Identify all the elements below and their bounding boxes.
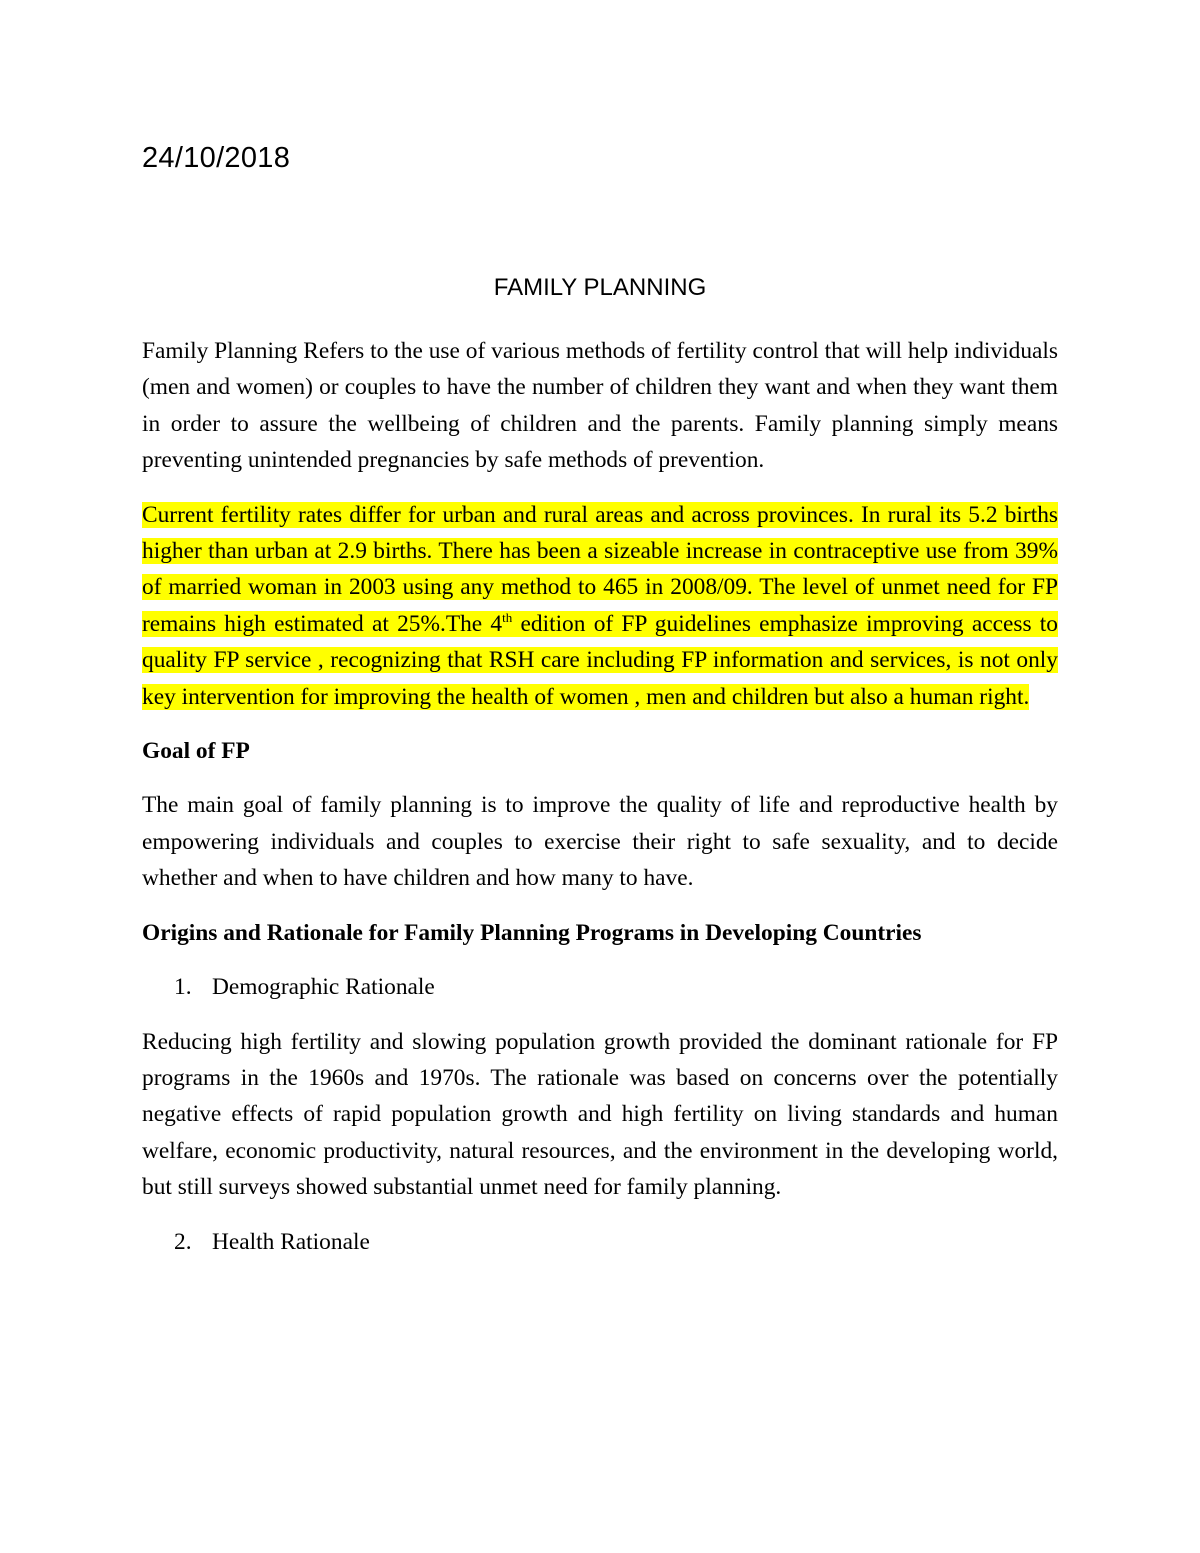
highlighted-text-part1: Current fertility rates differ for urban and rural areas and across provinces. In rural its 5.2 births higher than urban at 2.9 births. There has been a sizeable increase in contraceptive use from 39% of married woman in 2003 using any method to 465 in 2008/09. The level of unmet need for FP remains high estimated at 25%.The 4 (142, 501, 1058, 637)
goal-heading: Goal of FP (142, 738, 250, 765)
intro-paragraph: Family Planning Refers to the use of various methods of fertility control that will help individuals (men and women) or couples to have the number of children they want and when they want them in order to assure the wellbeing of children and the parents. Family planning simply means preventing unintended pregnancies by safe methods of prevention. (142, 338, 1058, 474)
list-number: 1. (174, 974, 192, 1001)
goal-paragraph: The main goal of family planning is to improve the quality of life and reproductive health by empowering individuals and couples to exercise their right to safe sexuality, and to decide whether and when to have children and how many to have. (142, 792, 1058, 892)
document-title: FAMILY PLANNING (493, 274, 707, 301)
superscript-th: th (502, 610, 513, 626)
list-item-health (142, 1224, 1058, 1260)
list-item-demographic (142, 969, 1058, 1005)
origins-heading: Origins and Rationale for Family Planning Programs in Developing Countries (142, 919, 922, 946)
highlighted-text-part2: edition of FP guidelines emphasize improving access to quality FP service , recognizing that RSH care including FP information and services, is not only key intervention for improving the health of women , men and children but also a human right. (142, 610, 1058, 710)
list-number: 2. (174, 1228, 192, 1255)
list-label: Health Rationale (212, 1228, 370, 1255)
highlighted-paragraph (142, 497, 1058, 715)
list-label: Demographic Rationale (212, 974, 435, 1001)
document-body (142, 333, 1058, 1278)
demographic-paragraph: Reducing high fertility and slowing population growth provided the dominant rationale for FP programs in the 1960s and 1970s. The rationale was based on concerns over the potentially negative effects of rapid population growth and high fertility on living standards and human welfare, economic productivity, natural resources, and the environment in the developing world, but still surveys showed substantial unmet need for family planning. (142, 1028, 1058, 1201)
document-date: 24/10/2018 (142, 142, 291, 174)
